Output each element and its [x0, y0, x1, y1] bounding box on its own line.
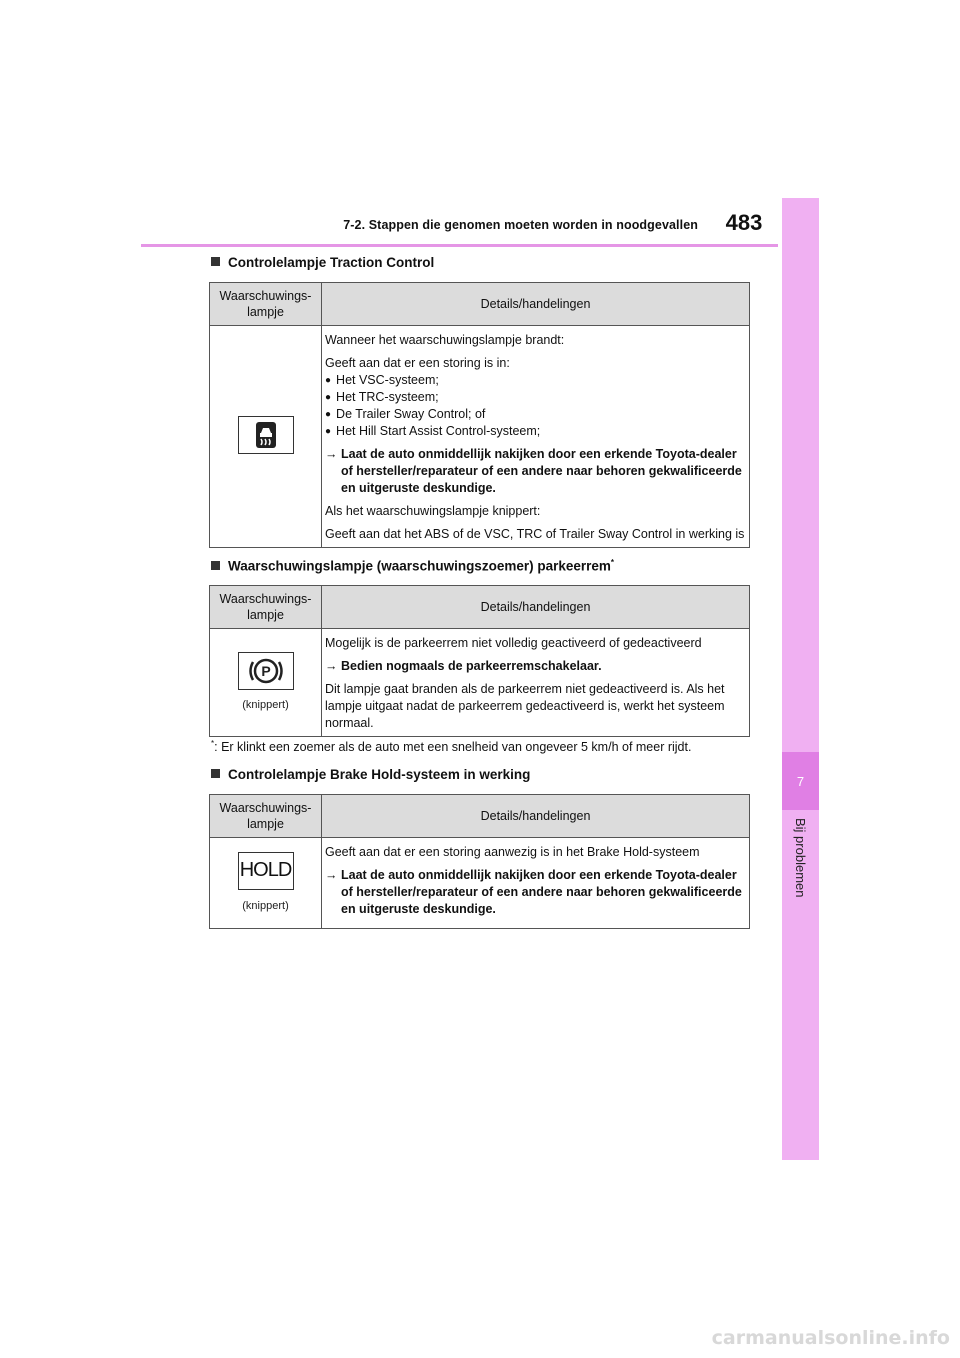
arrow-icon: → [325, 659, 338, 673]
footnote-marker: * [211, 739, 215, 748]
details-line: Dit lampje gaat branden als de parkeerrem niet gedeactiveerd is. Als het lampje uitgaat nadat de parkeerrem gedeactiveerd is, werkt het systeem normaal. [325, 682, 725, 730]
lamp-note: (knippert) [242, 899, 289, 912]
table-header-row [210, 283, 750, 326]
footnote-text: : Er klinkt een zoemer als de auto met een snelheid van ongeveer 5 km/h of meer rijdt. [214, 740, 692, 755]
traction-control-table [209, 282, 750, 548]
details-line: Geeft aan dat er een storing is in: [325, 356, 510, 370]
table-header-row [210, 586, 750, 629]
brake-hold-table [209, 794, 750, 929]
column-header-lamp: Waarschuwings- lampje [210, 283, 322, 326]
section-heading-traction-control [211, 255, 434, 270]
footnote-marker: * [610, 558, 615, 567]
arrow-icon: → [325, 447, 338, 461]
arrow-icon: → [325, 868, 338, 882]
heading-text: Waarschuwingslampje (waarschuwingszoemer) parkeerrem [228, 558, 611, 574]
details-line: Mogelijk is de parkeerrem niet volledig geactiveerd of gedeactiveerd [325, 636, 702, 650]
column-header-details: Details/handelingen [322, 283, 750, 326]
details-line: Geeft aan dat het ABS of de VSC, TRC of Trailer Sway Control in werking is [325, 527, 745, 541]
list-item: ● De Trailer Sway Control; of [325, 406, 746, 423]
details-line: Geeft aan dat er een storing aanwezig is in het Brake Hold-systeem [325, 845, 700, 859]
details-cell [322, 326, 750, 548]
column-header-lamp: Waarschuwings- lampje [210, 586, 322, 629]
square-bullet-icon [211, 769, 220, 778]
footnote [211, 739, 691, 754]
table-row [210, 838, 750, 929]
chapter-label [787, 818, 814, 908]
action-text: Bedien nogmaals de parkeerremschakelaar. [341, 659, 602, 673]
table-row [210, 326, 750, 548]
details-line: Wanneer het waarschuwingslampje brandt: [325, 333, 565, 347]
section-heading-parking-brake [211, 558, 614, 574]
chapter-number: 7 [782, 752, 819, 810]
list-item: ● Het VSC-systeem; [325, 372, 746, 389]
header-rule [141, 244, 778, 247]
parking-brake-icon [238, 652, 294, 690]
column-header-lamp: Waarschuwings- lampje [210, 795, 322, 838]
hold-lamp-text: HOLD [239, 859, 292, 881]
header-title: 7-2. Stappen die genomen moeten worden in noodgevallen [343, 218, 698, 232]
table-header-row [210, 795, 750, 838]
action-text: Laat de auto onmiddellijk nakijken door een erkende Toyota-dealer of hersteller/reparateur of een andere naar behoren gekwalificeerde en uitgeruste deskundige. [341, 868, 742, 916]
lamp-note: (knippert) [242, 698, 289, 711]
list-item: ● Het TRC-systeem; [325, 389, 746, 406]
svg-text:P: P [260, 662, 271, 679]
details-cell [322, 629, 750, 737]
square-bullet-icon [211, 561, 220, 570]
action-instruction [325, 446, 746, 497]
list-item: ● Het Hill Start Assist Control-systeem; [325, 423, 746, 440]
details-cell [322, 838, 750, 929]
parking-brake-table [209, 585, 750, 737]
square-bullet-icon [211, 257, 220, 266]
sidebar-tab [782, 198, 819, 1160]
section-heading-brake-hold [211, 767, 530, 782]
heading-text: Controlelampje Traction Control [228, 255, 435, 270]
slip-indicator-icon [238, 416, 294, 454]
details-line: Als het waarschuwingslampje knippert: [325, 504, 541, 518]
watermark-logo [712, 1322, 952, 1352]
chapter-label-text: Bij problemen [793, 818, 808, 898]
heading-text: Controlelampje Brake Hold-systeem in werking [228, 767, 531, 782]
page-number: 483 [725, 210, 763, 235]
action-instruction [325, 867, 746, 918]
brake-hold-icon [238, 852, 294, 890]
column-header-details: Details/handelingen [322, 795, 750, 838]
table-row [210, 629, 750, 737]
action-text: Laat de auto onmiddellijk nakijken door een erkende Toyota-dealer of hersteller/reparateur of een andere naar behoren gekwalificeerde en uitgeruste deskundige. [341, 447, 742, 495]
action-instruction [325, 658, 746, 675]
lamp-cell [210, 838, 322, 929]
column-header-details: Details/handelingen [322, 586, 750, 629]
lamp-cell [210, 629, 322, 737]
watermark-text: carmanualsonline.info [712, 1327, 950, 1349]
lamp-cell [210, 326, 322, 548]
